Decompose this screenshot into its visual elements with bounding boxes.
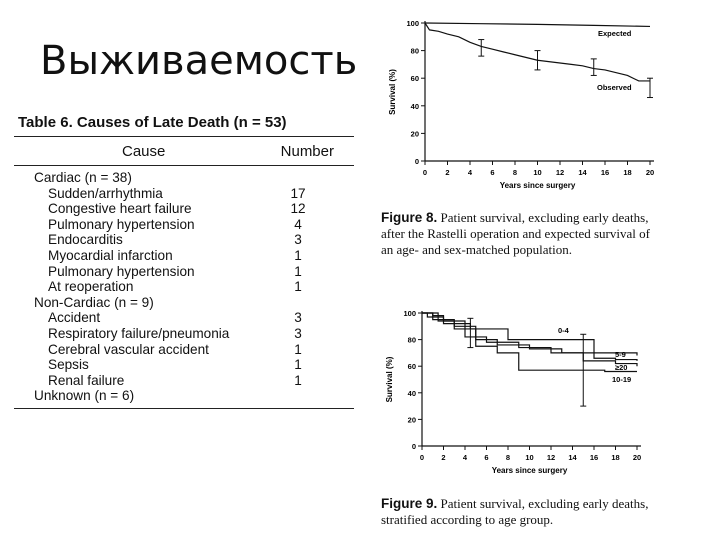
x-tick-label: 14 bbox=[568, 453, 577, 462]
figure9-caption bbox=[381, 496, 653, 528]
row-cause: Renal failure bbox=[48, 372, 125, 388]
y-tick-label: 0 bbox=[414, 157, 419, 166]
header-cause: Cause bbox=[122, 142, 166, 160]
x-tick-label: 14 bbox=[578, 168, 587, 177]
row-number: 3 bbox=[294, 325, 302, 341]
row-cause: Pulmonary hypertension bbox=[48, 263, 195, 279]
x-tick-label: 0 bbox=[422, 168, 428, 177]
series-annotation: 0-4 bbox=[558, 326, 569, 335]
row-number: 12 bbox=[290, 201, 306, 217]
x-tick-label: 20 bbox=[645, 168, 655, 177]
row-cause: Endocarditis bbox=[48, 232, 123, 248]
y-tick-label: 60 bbox=[407, 362, 416, 372]
y-tick-label: 100 bbox=[403, 309, 416, 318]
x-tick-label: 18 bbox=[623, 168, 632, 177]
x-axis-label: Years since surgery bbox=[491, 466, 568, 475]
row-cause: Sepsis bbox=[48, 357, 89, 373]
series-annotation: 5-9 bbox=[615, 350, 626, 359]
x-tick-label: 12 bbox=[546, 453, 556, 462]
header-number: Number bbox=[280, 142, 334, 160]
figure9-caption-text: Patient survival, excluding early deaths, stratified according to age group. bbox=[381, 496, 649, 527]
x-tick-label: 20 bbox=[632, 453, 642, 462]
figure8-caption bbox=[381, 210, 653, 258]
row-number: 4 bbox=[294, 216, 302, 232]
x-tick-label: 6 bbox=[484, 453, 489, 462]
x-tick-label: 0 bbox=[419, 453, 425, 462]
row-cause: At reoperation bbox=[48, 279, 134, 295]
row-number: 1 bbox=[294, 372, 302, 388]
row-cause: Congestive heart failure bbox=[48, 201, 192, 217]
series-annotation: Observed bbox=[597, 83, 632, 92]
y-tick-label: 60 bbox=[410, 74, 419, 84]
row-number: 3 bbox=[294, 232, 302, 248]
row-cause: Respiratory failure/pneumonia bbox=[48, 325, 230, 341]
table-caption: Table 6. Causes of Late Death (n = 53) bbox=[18, 114, 287, 131]
figure8-caption-text: Patient survival, excluding early deaths, after the Rastelli operation and expected survival of an age- and sex-matched population. bbox=[381, 210, 650, 257]
x-tick-label: 4 bbox=[467, 168, 473, 177]
row-cause: Sudden/arrhythmia bbox=[48, 185, 163, 201]
row-cause: Cardiac (n = 38) bbox=[34, 170, 132, 185]
y-axis-label: Survival (%) bbox=[385, 356, 394, 403]
row-cause: Accident bbox=[48, 310, 101, 326]
x-tick-label: 16 bbox=[589, 453, 599, 462]
row-number: 1 bbox=[294, 341, 302, 357]
y-tick-label: 100 bbox=[406, 19, 419, 28]
row-number: 17 bbox=[290, 185, 306, 201]
slide-title: Выживаемость bbox=[40, 38, 358, 84]
y-tick-label: 80 bbox=[407, 335, 416, 345]
row-number: 1 bbox=[294, 279, 302, 295]
x-tick-label: 6 bbox=[490, 168, 495, 177]
row-cause: Myocardial infarction bbox=[48, 247, 173, 263]
row-cause: Pulmonary hypertension bbox=[48, 216, 195, 232]
x-tick-label: 8 bbox=[505, 453, 511, 462]
x-tick-label: 8 bbox=[512, 168, 518, 177]
y-tick-label: 0 bbox=[411, 442, 416, 451]
x-tick-label: 10 bbox=[533, 168, 542, 177]
row-number: 1 bbox=[294, 357, 302, 373]
row-cause: Unknown (n = 6) bbox=[34, 388, 135, 404]
y-tick-label: 20 bbox=[410, 129, 419, 139]
x-tick-label: 2 bbox=[441, 453, 446, 462]
y-tick-label: 20 bbox=[407, 415, 416, 425]
y-tick-label: 40 bbox=[407, 388, 416, 398]
series-line-1019 bbox=[422, 313, 637, 372]
series-annotation: ≥20 bbox=[615, 363, 628, 372]
y-tick-label: 40 bbox=[410, 101, 419, 111]
x-tick-label: 2 bbox=[445, 168, 450, 177]
x-tick-label: 18 bbox=[611, 453, 620, 462]
series-line-59 bbox=[422, 313, 637, 361]
x-tick-label: 4 bbox=[462, 453, 468, 462]
figure9-caption-label: Figure 9. bbox=[381, 496, 438, 511]
figure8-caption-label: Figure 8. bbox=[381, 210, 438, 225]
series-annotation: Expected bbox=[598, 29, 632, 38]
x-tick-label: 16 bbox=[600, 168, 610, 177]
row-cause: Non-Cardiac (n = 9) bbox=[34, 294, 154, 310]
row-cause: Cerebral vascular accident bbox=[48, 341, 209, 357]
y-tick-label: 80 bbox=[410, 46, 419, 56]
x-tick-label: 10 bbox=[525, 453, 534, 462]
y-axis-label: Survival (%) bbox=[388, 69, 397, 115]
x-axis-label: Years since surgery bbox=[499, 181, 576, 190]
row-number: 1 bbox=[294, 263, 302, 279]
series-annotation: 10-19 bbox=[612, 375, 632, 384]
x-tick-label: 12 bbox=[555, 168, 565, 177]
row-number: 1 bbox=[294, 247, 302, 263]
row-number: 3 bbox=[294, 310, 302, 326]
